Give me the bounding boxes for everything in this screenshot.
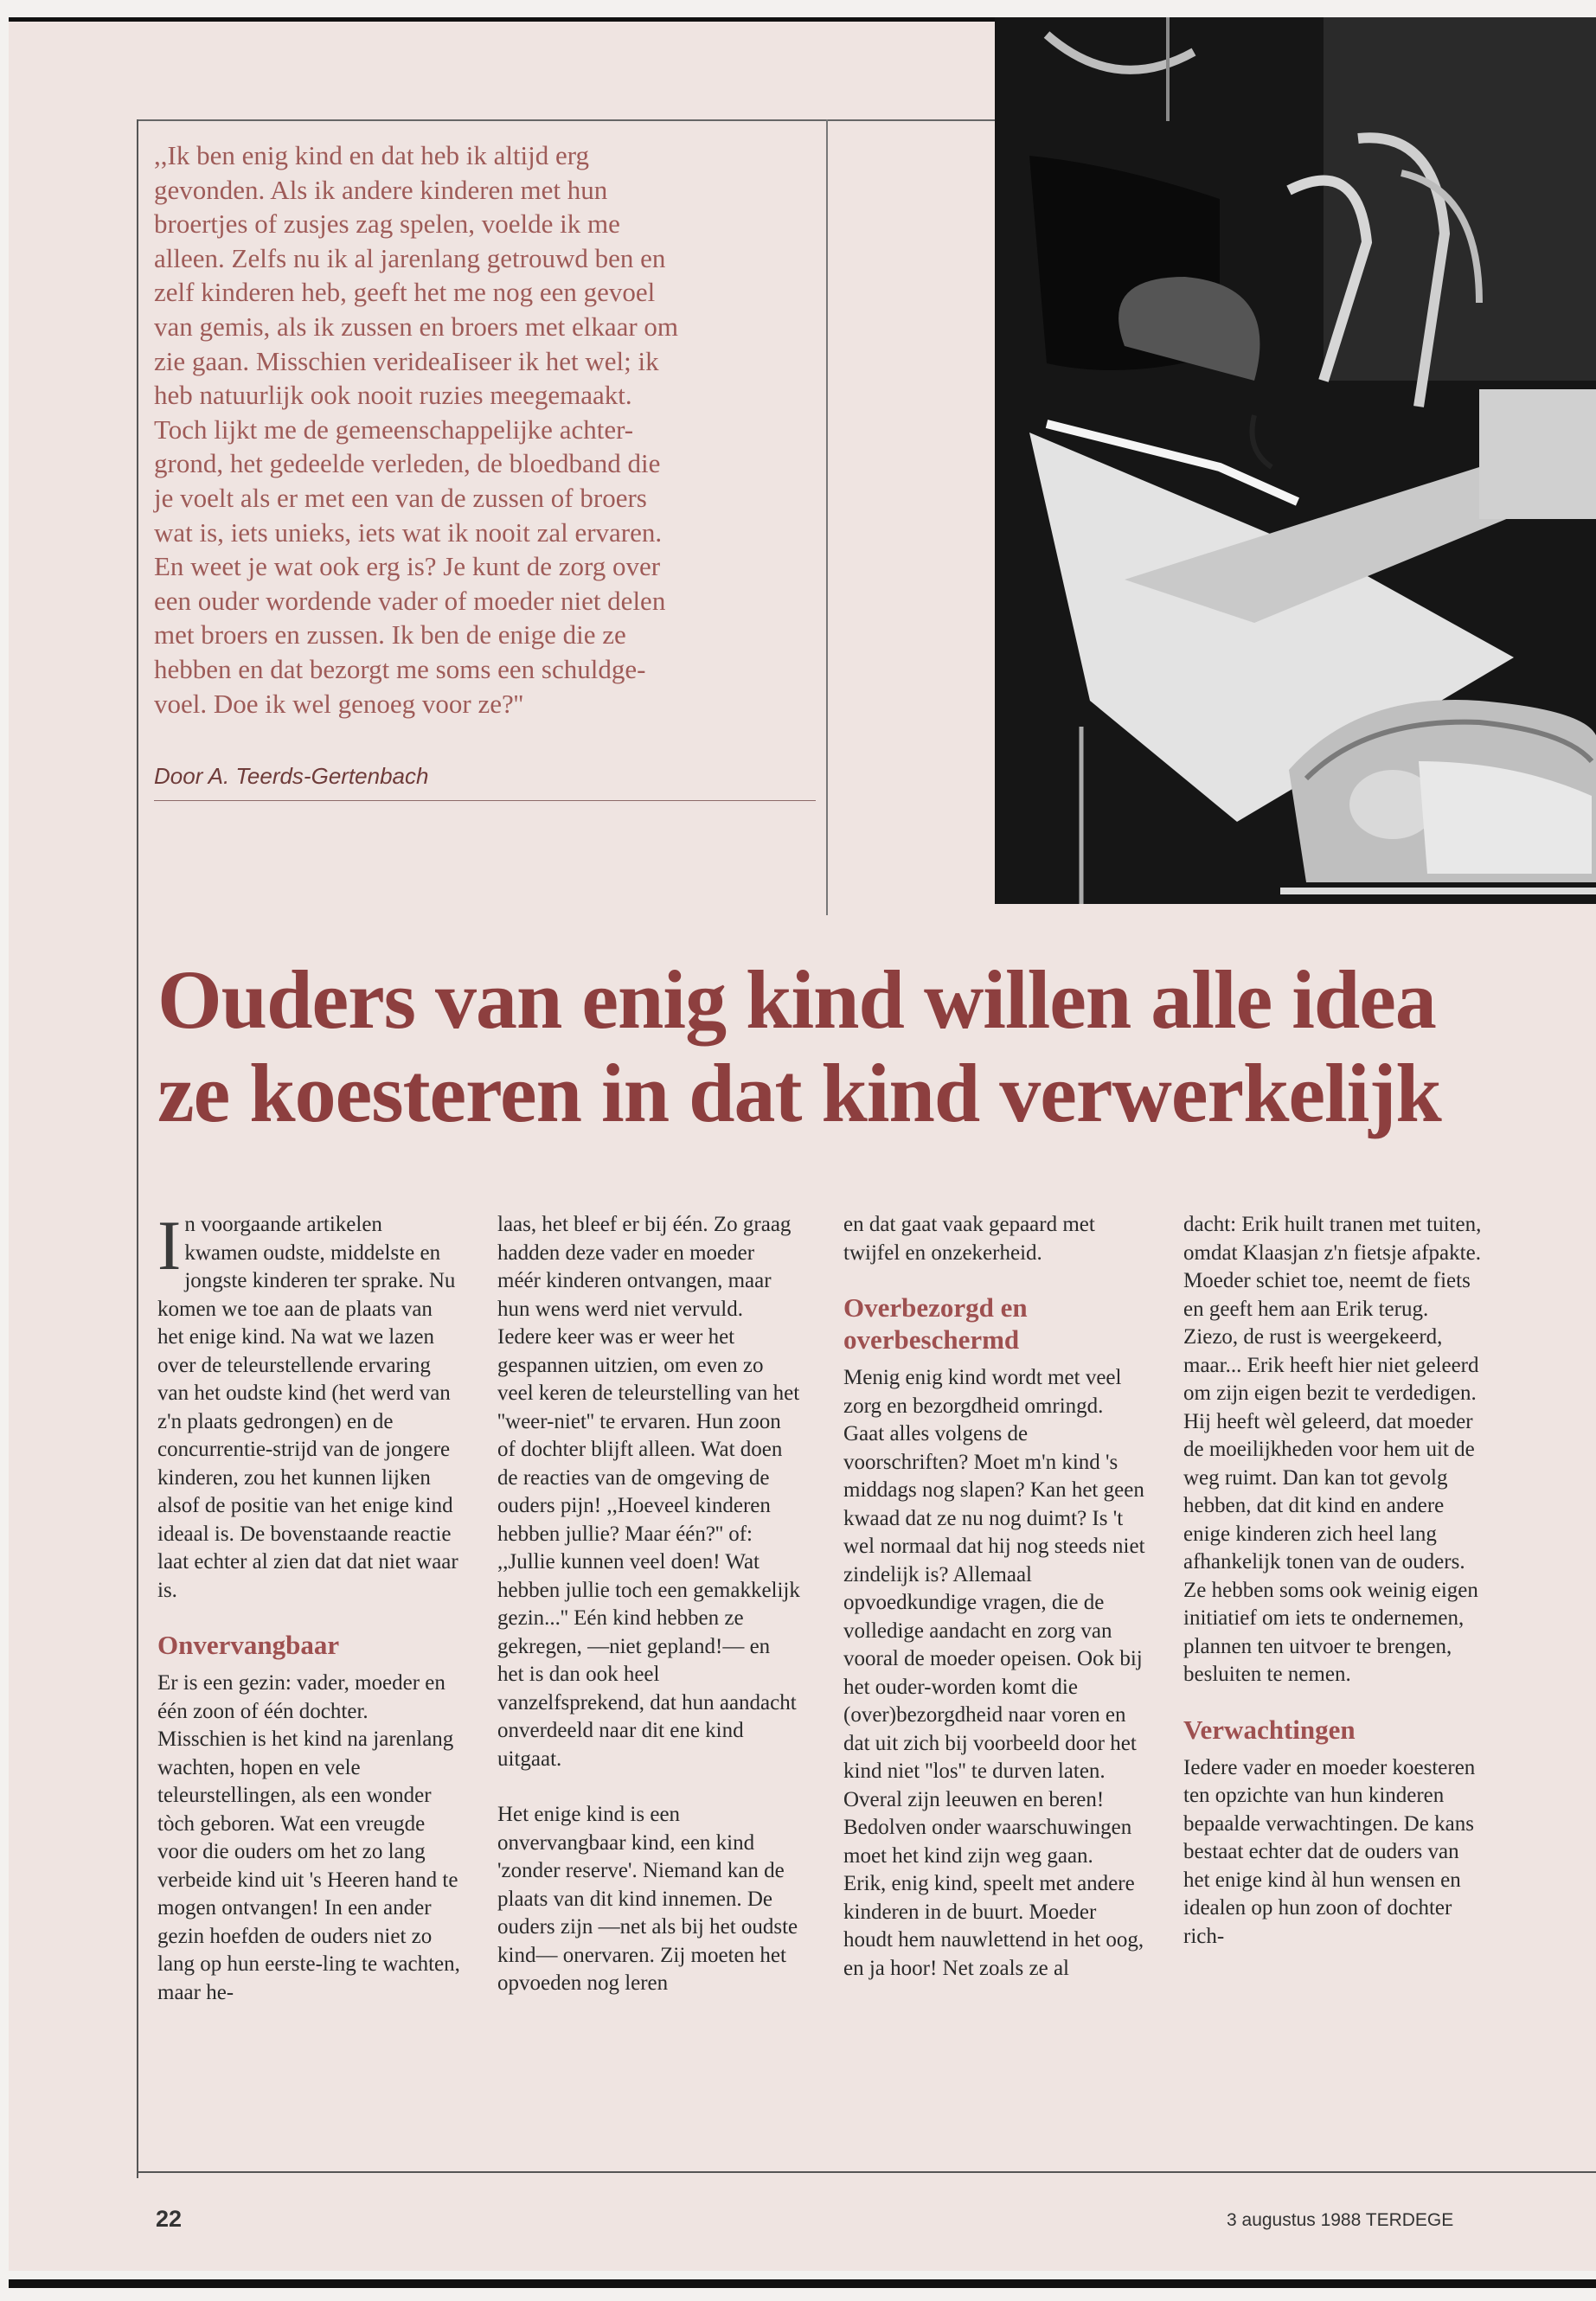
quote-line: gevonden. Als ik andere kinderen met hun: [154, 174, 608, 205]
paragraph-gap: [497, 1773, 800, 1801]
paragraph: Erik, enig kind, speelt met andere kinderen in de buurt. Moeder houdt hem nauwlettend in het oog, en ja hoor! Net zoals ze al: [843, 1872, 1144, 1980]
quote-line: zie gaan. Misschien verideaIiseer ik het wel; ik: [154, 345, 659, 376]
headline-line-1: Ouders van enig kind willen alle idea: [157, 953, 1436, 1046]
photo-illustration: [995, 17, 1596, 904]
subheading-onvervangbaar: Onvervangbaar: [157, 1630, 340, 1660]
intro-quote: [154, 138, 811, 721]
paragraph: en dat gaat vaak gepaard met twijfel en onzekerheid.: [843, 1213, 1095, 1265]
quote-line: hebben en dat bezorgt me soms een schuldge-: [154, 653, 646, 684]
quote-line: voel. Doe ik wel genoeg voor ze?'': [154, 688, 523, 719]
text-column-2: [497, 1211, 800, 1998]
photo-baby-in-bassinet: [995, 17, 1596, 904]
quote-line: alleen. Zelfs nu ik al jarenlang getrouwd ben en: [154, 242, 666, 273]
byline-rule: [154, 800, 816, 801]
paragraph: Iedere vader en moeder koesteren ten opzichte van hun kinderen bepaalde verwachtingen. De kans bestaat echter dat de ouders van het enige kind àl hun wensen en idealen op hun zoon of dochter rich-: [1183, 1755, 1476, 1948]
paragraph: laas, het bleef er bij één. Zo graag hadden deze vader en moeder méér kinderen ontvangen, maar hun wens werd niet vervuld. Iedere keer was er weer het gespannen uitzien, om even zo veel keren de teleurstelling van het ''weer-niet'' te ervaren. Hun zoon of dochter blijft alleen. Wat doen de reacties van de omgeving de ouders pijn! ,,Hoeveel kinderen hebben jullie? Maar één?'' of: ,,Jullie kunnen veel doen! Wat hebben jullie toch een gemakkelijk gezin...'' Eén kind hebben ze gekregen, —niet gepland!— en het is dan ook heel vanzelfsprekend, dat hun aandacht onverdeeld naar dit ene kind uitgaat.: [497, 1213, 800, 1771]
quote-line: ,,Ik ben enig kind en dat heb ik altijd erg: [154, 140, 590, 170]
text-column-4: [1183, 1211, 1486, 1951]
quote-line: een ouder wordende vader of moeder niet delen: [154, 585, 666, 616]
paragraph: dacht: Erik huilt tranen met tuiten, omdat Klaasjan z'n fietsje afpakte. Moeder schiet toe, neemt de fiets en geeft hem aan Erik terug. Ziezo, de rust is weergekeerd, maar... Erik heeft hier niet geleerd om zijn eigen bezit te verdedigen. Hij heeft wèl geleerd, dat moeder de moeilijkheden voor hem uit de weg ruimt. Dan kan tot gevolg hebben, dat dit kind en andere enige kinderen zich heel lang afhankelijk tonen van de ouders. Ze hebben soms ook weinig eigen initiatief om iets te ondernemen, plannen ten uitvoer te brengen, besluiten te nemen.: [1183, 1213, 1482, 1686]
subheading-overbezorgd: Overbezorgd en overbeschermd: [843, 1292, 1028, 1355]
paragraph-text: n voorgaande artikelen kwamen oudste, middelste en jongste kinderen ter sprake. Nu komen we toe aan de plaats van het enige kind. Na wat we lazen over de teleurstellende ervaring van het oudste kind (het werd van z'n plaats gedrongen) en de concurrentie-strijd van de jongere kinderen, zou het kunnen lijken alsof de positie van het enige kind ideaal is. De bovenstaande reactie laat echter al zien dat dat niet waar is.: [157, 1213, 458, 1602]
headline-line-2: ze koesteren in dat kind verwerkelijk: [157, 1047, 1441, 1139]
text-column-3: [843, 1211, 1146, 1983]
quote-line: heb natuurlijk ook nooit ruzies meegemaakt.: [154, 380, 632, 411]
issue-footer: 3 augustus 1988 TERDEGE: [1227, 2210, 1454, 2230]
quote-line: broertjes of zusjes zag spelen, voelde ik me: [154, 208, 620, 240]
subheading-verwachtingen: Verwachtingen: [1183, 1714, 1356, 1745]
page-number: 22: [156, 2206, 183, 2232]
magazine-page: [9, 17, 1596, 2271]
top-rule: [138, 119, 995, 121]
bottom-border: [9, 2279, 1596, 2288]
left-rule: [137, 119, 138, 2178]
text-column-1: [157, 1206, 460, 2007]
quote-line: met broers en zussen. Ik ben de enige die ze: [154, 619, 626, 651]
byline: Door A. Teerds-Gertenbach: [154, 763, 429, 789]
quote-line: zelf kinderen heb, geeft het me nog een gevoel: [154, 277, 656, 308]
quote-line: Toch lijkt me de gemeenschappelijke achter-: [154, 413, 634, 445]
quote-line: grond, het gedeelde verleden, de bloedband die: [154, 448, 661, 479]
bottom-rule: [138, 2171, 1596, 2173]
intro-right-rule: [826, 119, 828, 915]
quote-line: je voelt als er met een van de zussen of broers: [154, 482, 647, 513]
paragraph: Het enige kind is een onvervangbaar kind, een kind 'zonder reserve'. Niemand kan de plaats van dit kind innemen. De ouders zijn —net als bij het oudste kind— onervaren. Zij moeten het opvoeden nog leren: [497, 1803, 798, 1995]
paragraph: Er is een gezin: vader, moeder en één zoon of één dochter. Misschien is het kind na jarenlang wachten, hopen en vele teleurstellingen, als een wonder tòch geboren. Wat een vreugde voor die ouders om het zo lang verbeide kind uit 's Heeren hand te mogen ontvangen! In een ander gezin hoefden de ouders niet zo lang op hun eerste-ling te wachten, maar he-: [157, 1671, 460, 2004]
quote-line: wat is, iets unieks, iets wat ik nooit zal ervaren.: [154, 516, 663, 548]
drop-cap: I: [157, 1206, 182, 1285]
paragraph: Menig enig kind wordt met veel zorg en bezorgdheid omringd. Gaat alles volgens de voorschriften? Moet m'n kind 's middags nog slapen? Kan het geen kwaad dat ze nu nog duimt? Is 't wel normaal dat hij nog steeds niet zindelijk is? Allemaal opvoedkundige vragen, die de volledige aandacht en zorg van vooral de moeder opeisen. Ook bij het ouder-worden komt die (over)bezorgdheid naar voren en dat uit zich bij voorbeeld door het kind niet ''los'' te durven laten. Overal zijn leeuwen en beren! Bedolven onder waarschuwingen moet het kind zijn weg gaan.: [843, 1366, 1145, 1868]
quote-line: van gemis, als ik zussen en broers met elkaar om: [154, 311, 679, 342]
quote-line: En weet je wat ook erg is? Je kunt de zorg over: [154, 551, 661, 582]
paragraph: [157, 1206, 460, 1605]
headline: [157, 953, 1596, 1140]
